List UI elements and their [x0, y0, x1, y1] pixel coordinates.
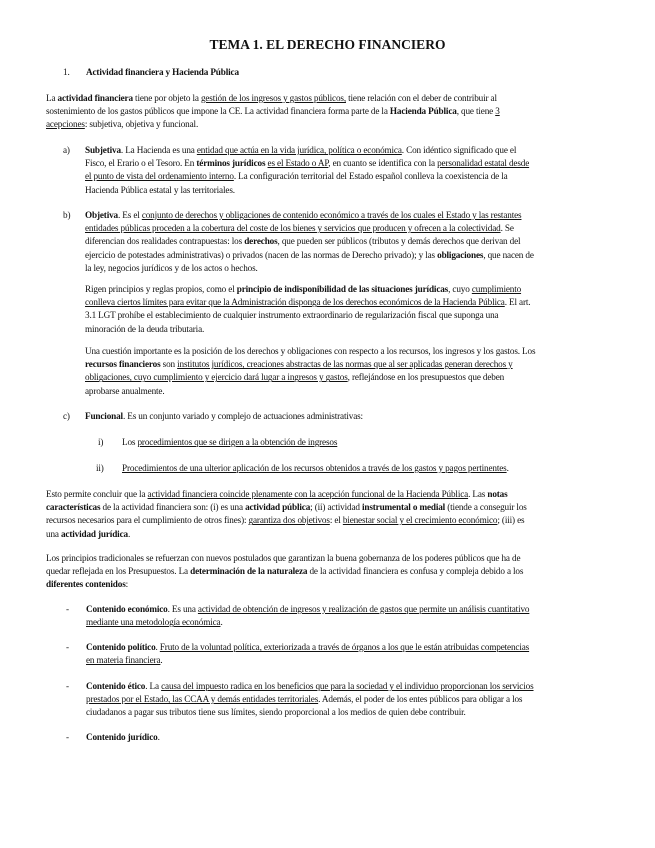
item-b-resources-paragraph: Una cuestión importante es la posición de los derechos y obligaciones con respecto a los recursos, los ingresos y los gastos. Los recursos financieros son institutos jurídicos, creaciones abstractas de las normas que al ser aplicadas generan derechos y obligaciones, cuyo cumplimiento y ejercicio dará lugar a ingresos y gastos, reflejándose en los presupuestos que deben aprobarse anualmente. — [85, 346, 536, 396]
subitem-ii-marker: ii) — [96, 463, 104, 473]
item-b-objetiva: Objetiva. Es el conjunto de derechos y obligaciones de contenido económico a través de los cuales el Estado y las restantes entidades públicas proceden a la cobertura del coste de los bienes y servicios que producen y ofrecen a la colectividad. Se diferencian dos realidades contrapuestas: los derechos, que pueden ser públicos (tributos y demás derechos que derivan del ejercicio de potestades administrativas) o privados (nacen de las normas de Derecho privado); y las obligaciones, que nacen de la ley, negocios jurídicos y de los actos o hechos. — [85, 210, 534, 273]
section-heading: Actividad financiera y Hacienda Pública — [86, 67, 239, 77]
item-a-marker: a) — [63, 145, 70, 155]
subitem-ii-text: Procedimientos de una ulterior aplicación de los recursos obtenidos a través de los gastos y pagos pertinentes. — [122, 463, 509, 473]
conclusion-paragraph: Esto permite concluir que la actividad financiera coincide plenamente con la acepción funcional de la Hacienda Pública. Las notas características de la actividad financiera son: (i) es una actividad pública; (ii) actividad instrumental o medial (tiende a conseguir los recursos necesarios para el cumplimiento de otros fines): garantiza dos objetivos: el bienestar social y el crecimiento económico; (iii) es una actividad jurídica. — [46, 489, 527, 539]
subitem-i-marker: i) — [98, 437, 104, 447]
document-title: TEMA 1. EL DERECHO FINANCIERO — [209, 37, 446, 52]
intro-paragraph: La actividad financiera tiene por objeto la gestión de los ingresos y gastos públicos, tiene relación con el deber de contribuir al sostenimiento de los gastos públicos que impone la CE. La actividad financiera forma parte de la Hacienda Pública, que tiene 3 acepciones: subjetiva, objetiva y funcional. — [46, 93, 500, 130]
item-c-marker: c) — [63, 411, 70, 421]
bullet-contenido-juridico: Contenido jurídico. — [86, 732, 160, 742]
bullet-dash: - — [66, 681, 69, 691]
item-b-marker: b) — [63, 210, 71, 220]
bullet-dash: - — [66, 642, 69, 652]
section-number: 1. — [63, 67, 70, 77]
item-c-funcional: Funcional. Es un conjunto variado y complejo de actuaciones administrativas: — [85, 411, 363, 421]
bullet-contenido-politico: Contenido político. Fruto de la voluntad política, exteriorizada a través de órganos a los que le están atribuidas competencias en materia financiera. — [86, 642, 530, 666]
bullet-contenido-etico: Contenido ético. La causa del impuesto radica en los beneficios que para la sociedad y el individuo proporcionan los servicios prestados por el Estado, las CCAA y demás entidades territoriales. Además, el poder de los entes públicos para obligar a los ciudadanos a pagar sus tributos tiene sus límites, siendo proporcional a los medios de quien debe contribuir. — [86, 681, 534, 718]
item-a-subjetiva: Subjetiva. La Hacienda es una entidad que actúa en la vida jurídica, política o económica. Con idéntico significado que el Fisco, el Erario o el Tesoro. En términos jurídicos es el Estado o AP, en cuanto se identifica con la personalidad estatal desde el punto de vista del ordenamiento interno. La configuración territorial del Estado español conlleva la coexistencia de la Hacienda Pública estatal y las territoriales. — [85, 145, 530, 195]
bullet-contenido-economico: Contenido económico. Es una actividad de obtención de ingresos y realización de gastos que permite un análisis cuantitativo mediante una metodología económica. — [86, 604, 530, 628]
subitem-i-text: Los procedimientos que se dirigen a la obtención de ingresos — [122, 437, 338, 447]
item-b-principles-paragraph: Rigen principios y reglas propios, como el principio de indisponibilidad de las situaciones jurídicas, cuyo cumplimiento conlleva ciertos límites para evitar que la Administración disponga de los derechos económicos de la Hacienda Pública. El art. 3.1 LGT prohíbe el establecimiento de cualquier instrumento extraordinario de regularización fiscal que suponga una minoración de la deuda tributaria. — [85, 284, 531, 334]
bullet-dash: - — [66, 732, 69, 742]
bullet-dash: - — [66, 604, 69, 614]
principles-paragraph: Los principios tradicionales se refuerzan con nuevos postulados que garantizan la buena gobernanza de los poderes públicos que ha de quedar reflejada en los Presupuestos. La determinación de la naturaleza de la actividad financiera es confusa y compleja debido a los diferentes contenidos: — [46, 553, 524, 590]
